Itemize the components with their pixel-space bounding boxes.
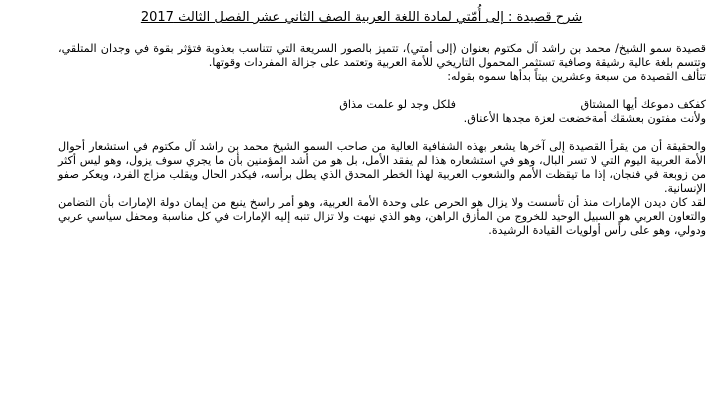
document-body bbox=[58, 42, 706, 238]
paragraph-gap bbox=[58, 84, 706, 98]
intro-paragraph: قصيدة سمو الشيخ/ محمد بن راشد آل مكتوم بعنوان (إلى أمتي)، تتميز بالصور السريعة التي تتناسب بعذوبة فتؤثر بقوة في وجدان المتلقي، وتتسم بلغة عالية رشيقة وصافية تستثمر المحمول التاريخي للأمة العربية وتعتمد على جزالة المفردات وقوتها. bbox=[58, 42, 706, 69]
poem-verse bbox=[58, 98, 706, 112]
paragraph-gap bbox=[58, 126, 706, 140]
verse-second-hemistich: فلكل وجد لو علمت مذاق bbox=[339, 98, 456, 111]
structure-line: تتألف القصيدة من سبعة وعشرين بيتاً بدأها سموه بقوله: bbox=[447, 70, 706, 83]
verse-first-hemistich: كفكف دموعك أيها المشتاق bbox=[580, 98, 706, 111]
document-title: شرح قصيدة : إلى أُمّتي لمادة اللغة العربية الصف الثاني عشر الفصل الثالث 2017 bbox=[140, 10, 583, 25]
emirates-paragraph: لقد كان ديدن الإمارات منذ أن تأسست ولا يزال هو الحرص على وحدة الأمة العربية، وهو أمر راسخ ينبع من إيمان دولة الإمارات بأن التضامن والتعاون العربي هو السبيل الوحيد للخروج من المأزق الراهن، وهو الذي نبهت ولا تزال تنبه إليه الإمارات في كل مناسبة ومحفل سياسي عربي ودولي، وهو على رأس أولويات القيادة الرشيدة. bbox=[58, 196, 706, 237]
reading-paragraph: والحقيقة أن من يقرأ القصيدة إلى آخرها يشعر بهذه الشفافية العالية من صاحب السمو الشيخ محمد بن راشد آل مكتوم في استشعار أحوال الأمة العربية اليوم التي لا تسر البال، وهو في استشعاره هذا لم يفقد الأمل، بل هو من أشد المؤمنين بأن ما يجري سوف يزول، وهو ليس أكثر من زوبعة في فنجان، إذا ما تيقظت الأمم والشعوب العربية لهذا الخطر المحدق الذي يطل برأسه، فيكدر الحال ويقلب مزاج الفرد، ويعكر صفو الإنسانية. bbox=[58, 140, 706, 195]
verse-following-line: ولأنت مفتون بعشقك أمةخضعت لعزة مجدها الأعناق. bbox=[463, 112, 706, 125]
